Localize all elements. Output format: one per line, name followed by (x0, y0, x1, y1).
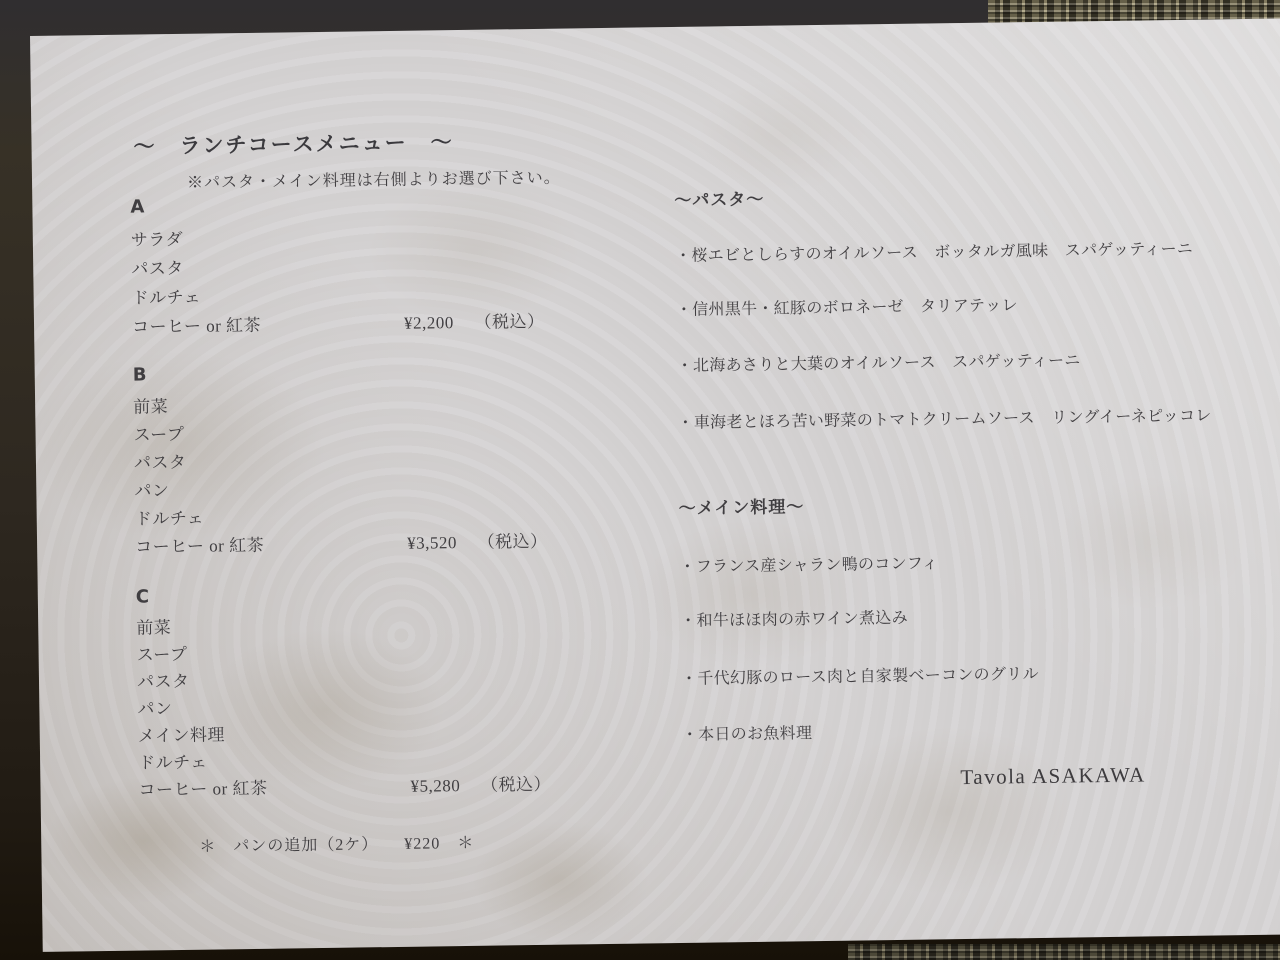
main-item: ・フランス産シャラン鴨のコンフィ (679, 555, 939, 576)
pasta-item: ・信州黒牛・紅豚のボロネーゼ タリアテッレ (675, 297, 1018, 320)
course-item-with-price (135, 531, 548, 561)
course-item: コーヒー or 紅茶 (135, 535, 265, 557)
course-item: ドルチェ (131, 287, 202, 308)
course-item: ドルチェ (138, 752, 208, 773)
main-item: ・本日のお魚料理 (681, 725, 813, 744)
restaurant-signature: Tavola ASAKAWA (960, 762, 1146, 790)
course-block-b (132, 363, 548, 561)
course-item: コーヒー or 紅茶 (131, 315, 262, 337)
course-block-a (130, 195, 545, 342)
course-item-with-price (138, 774, 552, 803)
menu-paper (30, 18, 1280, 952)
course-item: パスタ (131, 258, 184, 279)
course-label: B (132, 364, 148, 386)
course-item: サラダ (130, 229, 184, 250)
course-item-with-price (131, 311, 545, 342)
price-group (410, 770, 551, 797)
bread-addition-note: ＊ パンの追加（2ケ） ¥220 ＊ (199, 834, 475, 856)
pasta-section-header: 〜パスタ〜 (674, 189, 765, 211)
course-price: ¥5,280 (410, 776, 461, 796)
tax-note: （税込） (480, 774, 552, 795)
main-item: ・和牛ほほ肉の赤ワイン煮込み (680, 609, 909, 630)
course-label: A (130, 196, 145, 218)
course-item: スープ (133, 424, 185, 445)
main-section-header: 〜メイン料理〜 (678, 497, 805, 518)
course-item: パスタ (136, 671, 190, 692)
pasta-item: ・車海老とほろ苦い野菜のトマトクリームソース リングイーネピッコレ (677, 407, 1212, 432)
menu-note: ※パスタ・メイン料理は右側よりお選び下さい。 (186, 169, 561, 192)
placemat-bottom-right (848, 944, 1280, 960)
course-price: ¥3,520 (406, 533, 457, 553)
course-label: C (135, 586, 150, 608)
selection-column (672, 18, 1280, 744)
tax-note: （税込） (474, 311, 545, 332)
pasta-item: ・桜エビとしらすのオイルソース ボッタルガ風味 スパゲッティーニ (675, 240, 1194, 266)
course-price: ¥2,200 (403, 313, 454, 333)
course-item: スープ (136, 644, 188, 665)
course-item: 前菜 (133, 397, 169, 417)
tax-note: （税込） (477, 531, 548, 552)
course-item: パン (137, 699, 173, 719)
course-item: 前菜 (136, 618, 172, 638)
course-item: パン (134, 481, 170, 501)
main-item: ・千代幻豚のロース肉と自家製ベーコンのグリル (680, 665, 1039, 688)
course-block-c (135, 585, 552, 803)
price-group (407, 527, 548, 554)
course-item: コーヒー or 紅茶 (138, 778, 268, 800)
course-item: パスタ (133, 452, 187, 473)
course-item: メイン料理 (137, 725, 226, 746)
course-item: ドルチェ (134, 508, 205, 529)
price-group (404, 307, 545, 334)
pasta-item: ・北海あさりと大葉のオイルソース スパゲッティーニ (676, 352, 1081, 376)
menu-title: 〜 ランチコースメニュー 〜 (133, 130, 454, 159)
